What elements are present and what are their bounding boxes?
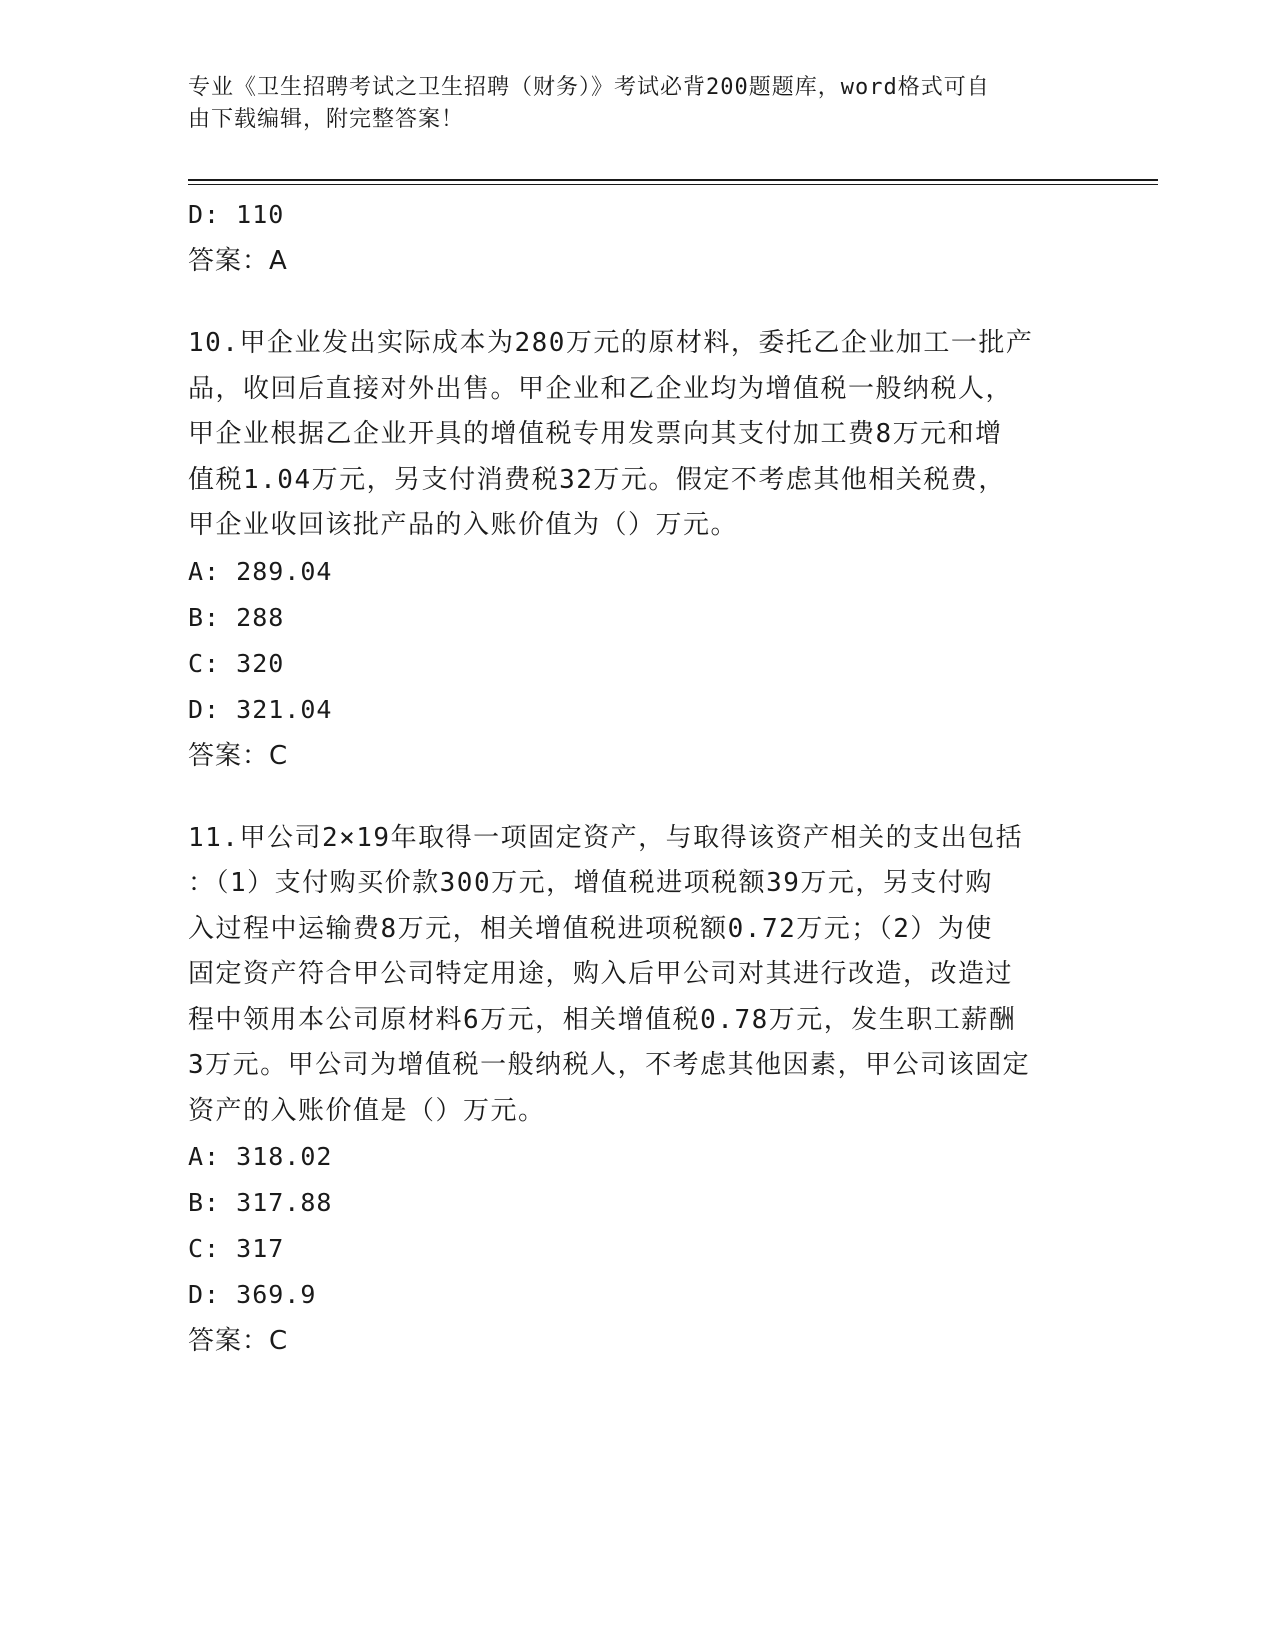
question-text-line: 固定资产符合甲公司特定用途，购入后甲公司对其进行改造，改造过 [188, 959, 1014, 989]
question-text-line: 资产的入账价值是（）万元。 [188, 1095, 546, 1126]
answer-line: 答案：C [188, 740, 289, 771]
header-divider-thick [188, 179, 1158, 181]
header-title-line-1: 专业《卫生招聘考试之卫生招聘（财务）》考试必背200题题库，word格式可自 [188, 75, 990, 100]
question-text-line: 品，收回后直接对外出售。甲企业和乙企业均为增值税一般纳税人， [188, 373, 1014, 404]
option-a: A: 289.04 [188, 556, 333, 586]
question-text-line: 程中领用本公司原材料6万元，相关增值税0.78万元，发生职工薪酬 [188, 1004, 1017, 1035]
question-text-line: 3万元。甲公司为增值税一般纳税人，不考虑其他因素，甲公司该固定 [188, 1050, 1031, 1080]
answer-line: 答案：A [188, 246, 288, 276]
option-c: C: 320 [188, 648, 285, 678]
question-text-line: 甲企业收回该批产品的入账价值为（）万元。 [188, 510, 739, 540]
answer-line: 答案：C [188, 1326, 289, 1356]
option-c: C: 317 [188, 1234, 285, 1263]
option-d: D: 369.9 [188, 1280, 317, 1309]
question-11 [188, 816, 1088, 1365]
header-title-line-2: 由下载编辑，附完整答案！ [188, 107, 465, 132]
question-text-line: 11.甲公司2×19年取得一项固定资产，与取得该资产相关的支出包括 [188, 822, 1024, 853]
option-b: B: 288 [188, 602, 285, 632]
question-text-line: 入过程中运输费8万元，相关增值税进项税额0.72万元；（2）为使 [188, 913, 993, 944]
option-a: A: 318.02 [188, 1142, 333, 1171]
question-text-line: 甲企业根据乙企业开具的增值税专用发票向其支付加工费8万元和增 [188, 419, 1003, 449]
option-b: B: 317.88 [188, 1188, 333, 1217]
question-text-line: 10.甲企业发出实际成本为280万元的原材料，委托乙企业加工一批产 [188, 328, 1034, 358]
document-header [188, 72, 1078, 136]
prev-question-tail [188, 192, 1088, 284]
question-text-line: ：（1）支付购买价款300万元，增值税进项税额39万元，另支付购 [188, 868, 993, 898]
option-d: D: 110 [188, 200, 285, 229]
question-10 [188, 321, 1088, 779]
option-d: D: 321.04 [188, 694, 333, 724]
question-text-line: 值税1.04万元，另支付消费税32万元。假定不考虑其他相关税费， [188, 464, 1006, 495]
header-divider-thin [188, 184, 1158, 185]
document-body [188, 192, 1088, 1364]
